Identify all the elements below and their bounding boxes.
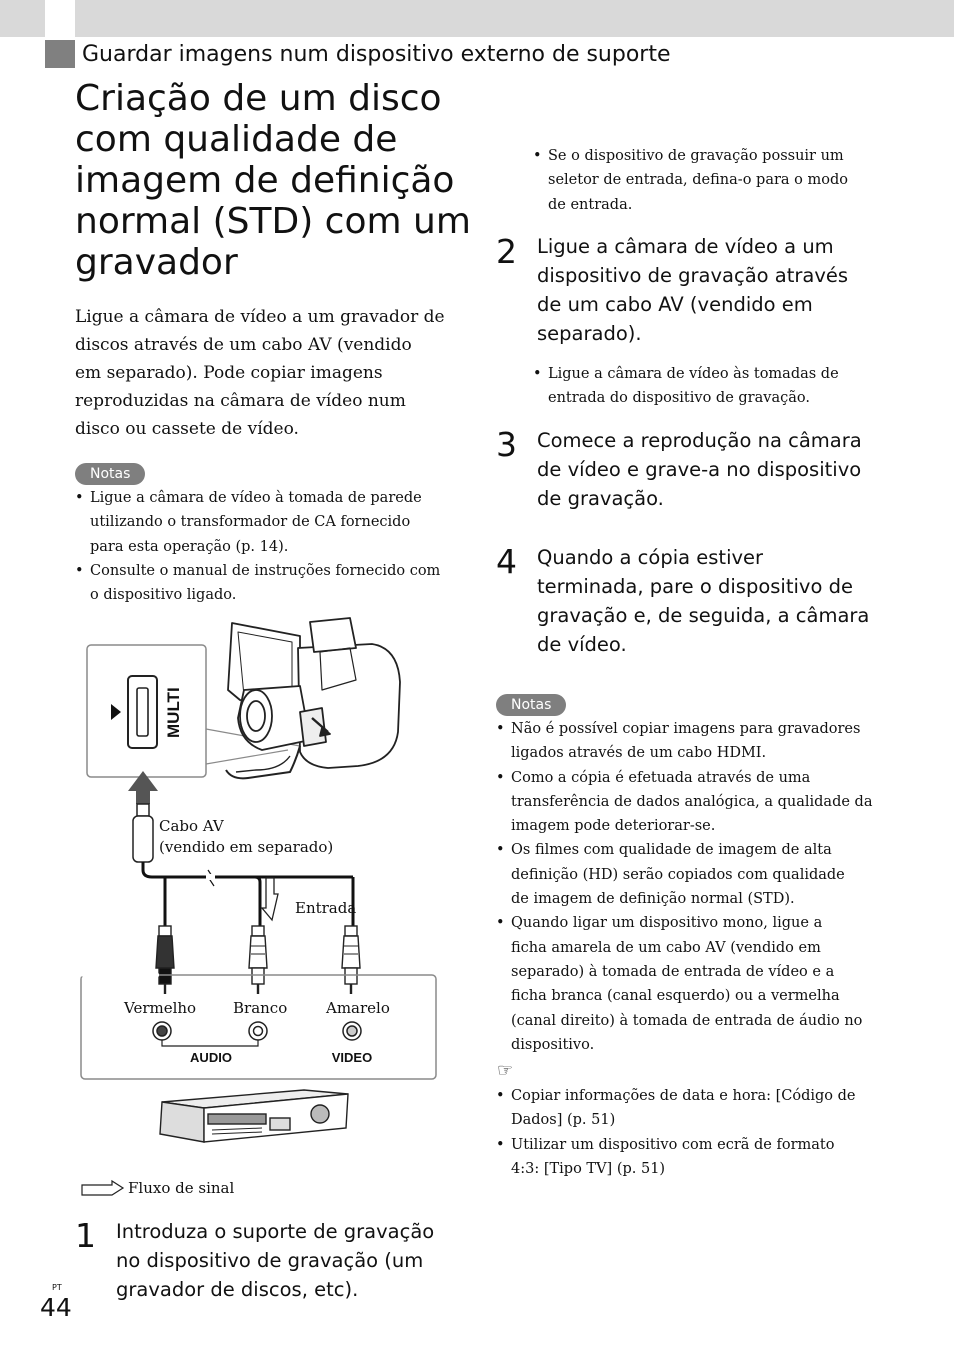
step-line: no dispositivo de gravação (um (116, 1249, 424, 1272)
intro-line: Ligue a câmara de vídeo a um gravador de (75, 307, 445, 327)
step-line: de vídeo. (537, 633, 627, 656)
step-line: Comece a reprodução na câmara (537, 429, 862, 452)
audio-jacks (153, 1022, 361, 1040)
hints-list (496, 1084, 876, 1181)
bullet-line: entrada do dispositivo de gravação. (548, 390, 810, 407)
audio-bracket (162, 1040, 258, 1046)
hint-line: Dados] (p. 51) (511, 1112, 616, 1129)
note-line: • Não é possível copiar imagens para gravadores (511, 721, 861, 737)
disc-recorder-icon (160, 1090, 348, 1142)
step-text (116, 1217, 434, 1304)
note-line: (canal direito) à tomada de entrada de áudio no (511, 1012, 863, 1029)
note-line: ficha branca (canal esquerdo) ou a vermelha (511, 988, 840, 1005)
step-number: 1 (75, 1216, 96, 1255)
note-line: para esta operação (p. 14). (90, 538, 289, 555)
step-line: gravação e, de seguida, a câmara (537, 604, 870, 627)
title-line: normal (STD) com um (75, 201, 471, 242)
bullet-line: • Se o dispositivo de gravação possuir um (548, 148, 844, 164)
signal-flow-label: Fluxo de sinal (128, 1179, 235, 1197)
note-item (496, 911, 876, 1057)
input-label: Entrada (295, 899, 357, 917)
signal-flow-arrow-icon (262, 878, 278, 920)
title-line: imagem de definição (75, 160, 455, 201)
intro-line: discos através de um cabo AV (vendido (75, 335, 412, 355)
step1-bullet (533, 144, 873, 217)
hint-item (496, 1133, 876, 1182)
rca-plugs (156, 926, 360, 994)
cable-label: Cabo AV (159, 817, 224, 835)
bullet-line: de entrada. (548, 196, 633, 213)
step-line: de vídeo e grave-a no dispositivo (537, 458, 862, 481)
step-number: 3 (496, 425, 517, 464)
step-line: de gravação. (537, 487, 664, 510)
signal-flow-legend-icon (82, 1181, 123, 1195)
note-line: • Como a cópia é efetuada através de uma (511, 769, 811, 786)
step-text (537, 232, 848, 348)
note-line: dispositivo. (511, 1036, 595, 1053)
pointing-hand-icon: ☞ (497, 1060, 514, 1081)
note-line: ficha amarela de um cabo AV (vendido em (511, 939, 821, 956)
step-line: Ligue a câmara de vídeo a um (537, 235, 834, 258)
cable-label: (vendido em separado) (159, 838, 334, 856)
step-line: separado). (537, 322, 642, 345)
hint-line: • Utilizar um dispositivo com ecrã de formato (511, 1136, 835, 1153)
note-line: utilizando o transformador de CA fornecido (90, 514, 411, 531)
step-line: Introduza o suporte de gravação (116, 1220, 435, 1243)
red-label: Vermelho (124, 999, 197, 1017)
language-code: PT (52, 1283, 62, 1292)
step-line: de um cabo AV (vendido em (537, 293, 813, 316)
section-title: Guardar imagens num dispositivo externo de suporte (82, 42, 671, 67)
rca-plug-red (156, 926, 174, 994)
bullet-line: seletor de entrada, defina-o para o modo (548, 172, 848, 189)
note-line: • Consulte o manual de instruções fornecido com (90, 562, 441, 579)
step2-bullet (533, 362, 873, 411)
note-line: • Ligue a câmara de vídeo à tomada de parede (90, 490, 422, 506)
notes-badge: Notas (75, 463, 145, 485)
step-number: 2 (496, 232, 517, 271)
note-line: o dispositivo ligado. (90, 587, 237, 604)
av-cable (143, 862, 260, 928)
intro-line: disco ou cassete de vídeo. (75, 419, 299, 439)
note-line: ligados através de um cabo HDMI. (511, 745, 767, 762)
step-line: dispositivo de gravação através (537, 264, 849, 287)
audio-label: AUDIO (190, 1050, 232, 1065)
yellow-label: Amarelo (326, 999, 390, 1017)
note-line: imagem pode deteriorar-se. (511, 818, 716, 835)
note-item (496, 717, 876, 766)
note-line: de imagem de definição normal (STD). (511, 891, 795, 908)
av-plug (137, 804, 149, 816)
page-number: 44 (40, 1293, 72, 1322)
multi-port (128, 676, 157, 748)
bullet-item (533, 144, 873, 217)
video-label: VIDEO (331, 1050, 373, 1065)
intro-line: reproduzidas na câmara de vídeo num (75, 391, 406, 411)
hint-line: 4:3: [Tipo TV] (p. 51) (511, 1160, 666, 1177)
multi-port-label: MULTI (164, 687, 183, 738)
step-line: gravador de discos, etc). (116, 1278, 359, 1301)
title-line: gravador (75, 242, 238, 283)
note-item (496, 766, 876, 839)
note-line: • Os filmes com qualidade de imagem de alta (511, 842, 832, 859)
rca-plug-yellow (342, 926, 360, 994)
camcorder-icon (226, 618, 400, 778)
step-text (537, 426, 862, 513)
notes-badge: Notas (496, 694, 566, 716)
white-label: Branco (233, 999, 288, 1017)
hint-item (496, 1084, 876, 1133)
step-line: terminada, pare o dispositivo de (537, 575, 853, 598)
rca-plug-white (249, 926, 267, 994)
note-line: definição (HD) serão copiados com qualidade (511, 866, 845, 883)
title-line: com qualidade de (75, 119, 398, 160)
note-line: transferência de dados analógica, a qualidade da (511, 793, 873, 810)
step-number: 4 (496, 542, 517, 581)
step-text (537, 543, 869, 659)
bullet-item (533, 362, 873, 411)
note-line: • Quando ligar um dispositivo mono, ligue a (511, 915, 823, 932)
note-item (496, 838, 876, 911)
hint-line: • Copiar informações de data e hora: [Código de (511, 1088, 856, 1104)
bullet-line: • Ligue a câmara de vídeo às tomadas de (548, 366, 839, 382)
intro-line: em separado). Pode copiar imagens (75, 363, 383, 383)
note-line: separado) à tomada de entrada de vídeo e a (511, 963, 835, 980)
title-line: Criação de um disco (75, 78, 442, 119)
step-line: Quando a cópia estiver (537, 546, 764, 569)
notes-list (496, 717, 876, 1057)
